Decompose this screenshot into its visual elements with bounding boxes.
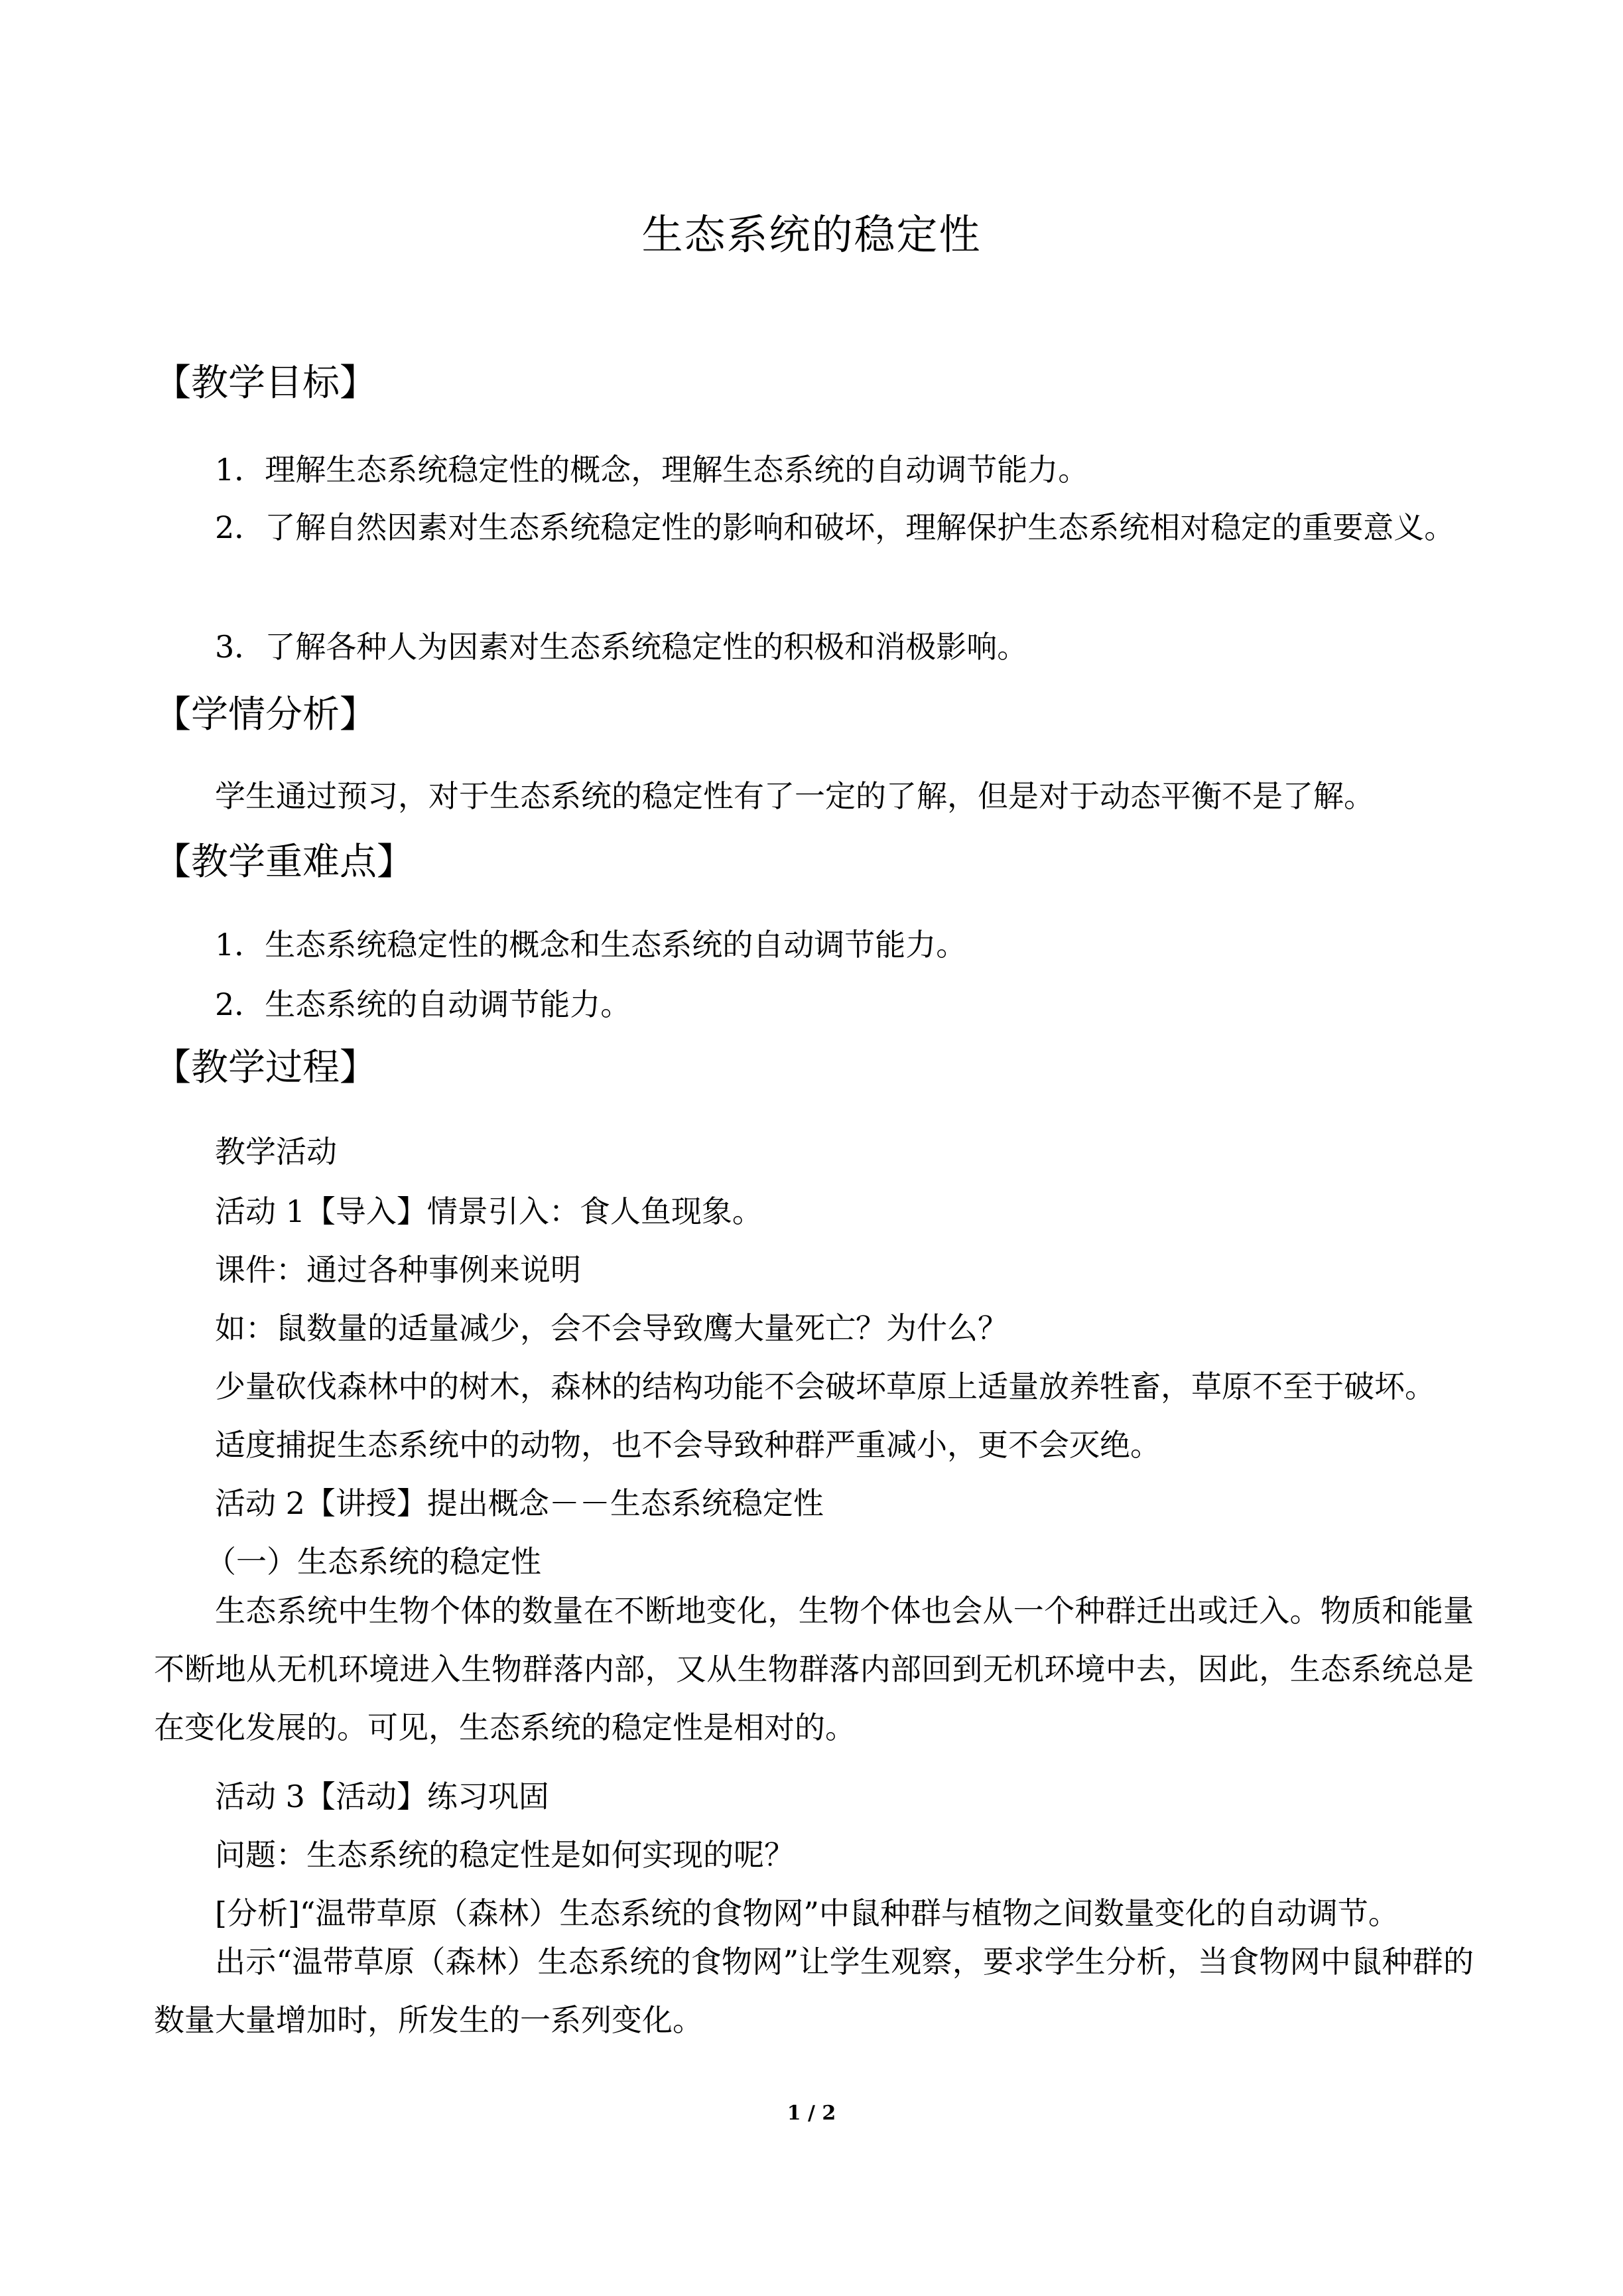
process-line: 教学活动 bbox=[215, 1134, 337, 1170]
page-number: 1 / 2 bbox=[787, 2102, 836, 2125]
section-heading-process: 【教学过程】 bbox=[154, 1046, 377, 1089]
process-paragraph: 出示“温带草原（森林）生态系统的食物网”让学生观察，要求学生分析，当食物网中鼠种群的数量大量增加时，所发生的一系列变化。 bbox=[154, 1944, 1474, 2038]
section-heading-analysis: 【学情分析】 bbox=[154, 693, 377, 736]
process-line: 课件：通过各种事例来说明 bbox=[215, 1252, 581, 1288]
process-line: 问题：生态系统的稳定性是如何实现的呢？ bbox=[215, 1837, 795, 1873]
section-heading-objectives: 【教学目标】 bbox=[154, 362, 377, 405]
key-point-item: 2．生态系统的自动调节能力。 bbox=[215, 986, 631, 1022]
key-point-item: 1．生态系统稳定性的概念和生态系统的自动调节能力。 bbox=[215, 927, 967, 963]
process-line: （一）生态系统的稳定性 bbox=[206, 1544, 541, 1580]
process-line: 适度捕捉生态系统中的动物，也不会导致种群严重减小，更不会灭绝。 bbox=[215, 1427, 1161, 1463]
objective-item: 3．了解各种人为因素对生态系统稳定性的积极和消极影响。 bbox=[215, 629, 1028, 665]
page-title: 生态系统的稳定性 bbox=[641, 210, 982, 259]
analysis-text: 学生通过预习，对于生态系统的稳定性有了一定的了解，但是对于动态平衡不是了解。 bbox=[215, 778, 1374, 814]
process-paragraph: 生态系统中生物个体的数量在不断地变化，生物个体也会从一个种群迁出或迁入。物质和能量不断地从无机环境进入生物群落内部，又从生物群落内部回到无机环境中去，因此，生态系统总是在变化发展的。可见，生态系统的稳定性是相对的。 bbox=[154, 1593, 1474, 1745]
process-line: 如：鼠数量的适量减少，会不会导致鹰大量死亡？为什么？ bbox=[215, 1310, 1008, 1346]
section-heading-key-points: 【教学重难点】 bbox=[154, 841, 414, 884]
process-line: 活动 2【讲授】提出概念－－生态系统稳定性 bbox=[215, 1485, 824, 1521]
process-line: 活动 1【导入】情景引入：食人鱼现象。 bbox=[215, 1193, 763, 1229]
process-line: 少量砍伐森林中的树木，森林的结构功能不会破坏草原上适量放养牲畜，草原不至于破坏。 bbox=[215, 1369, 1435, 1404]
process-line: 活动 3【活动】练习巩固 bbox=[215, 1779, 549, 1814]
process-line: [分析]“温带草原（森林）生态系统的食物网”中鼠种群与植物之间数量变化的自动调节。 bbox=[215, 1895, 1399, 1931]
objective-item: 2．了解自然因素对生态系统稳定性的影响和破坏，理解保护生态系统相对稳定的重要意义。 bbox=[215, 509, 1455, 545]
objective-item: 1．理解生态系统稳定性的概念，理解生态系统的自动调节能力。 bbox=[215, 452, 1089, 488]
